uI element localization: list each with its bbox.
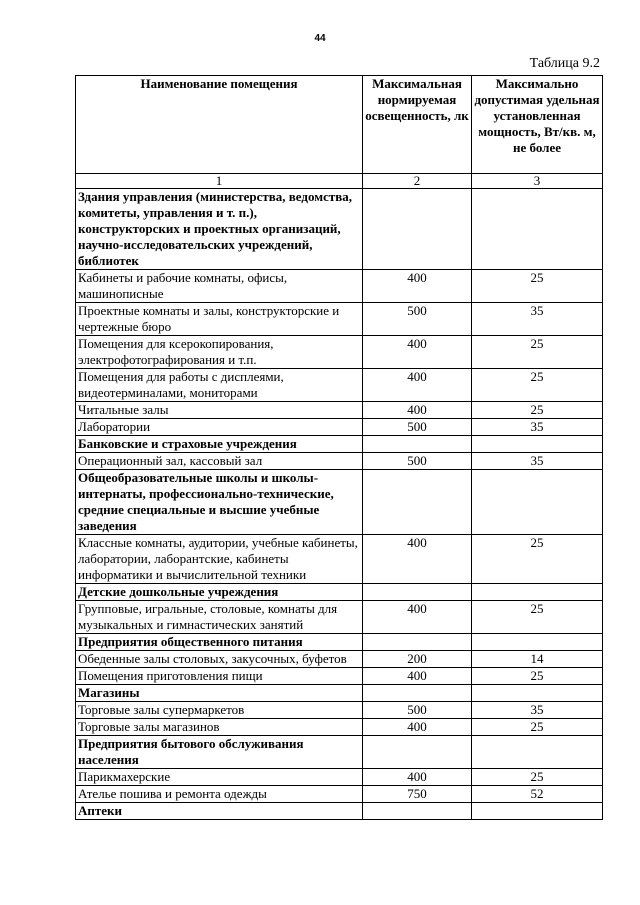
power-density-value: 35: [472, 303, 603, 336]
power-density-value: 25: [472, 668, 603, 685]
room-name: Парикмахерские: [76, 769, 363, 786]
column-number: 2: [363, 174, 472, 189]
table-group-row: [76, 736, 603, 769]
header-max-illuminance: Максимальная нормируемая освещенность, лк: [363, 76, 472, 174]
room-name: Лаборатории: [76, 419, 363, 436]
room-name: Торговые залы супермаркетов: [76, 702, 363, 719]
illuminance-value: 400: [363, 719, 472, 736]
room-name: Групповые, игральные, столовые, комнаты для музыкальных и гимнастических занятий: [76, 601, 363, 634]
illuminance-value: 400: [363, 270, 472, 303]
room-name: Операционный зал, кассовый зал: [76, 453, 363, 470]
page-number: 44: [314, 33, 326, 44]
table-row: [76, 786, 603, 803]
group-title: Здания управления (министерства, ведомства, комитеты, управления и т. п.), конструкторских и проектных организаций, научно-исследовательских учреждений, библиотек: [76, 189, 363, 270]
illuminance-value: 500: [363, 419, 472, 436]
power-density-value: 25: [472, 402, 603, 419]
illuminance-value: 400: [363, 369, 472, 402]
table-row: [76, 702, 603, 719]
group-title: Предприятия бытового обслуживания населения: [76, 736, 363, 769]
power-density-value: [472, 736, 603, 769]
illuminance-value: 400: [363, 402, 472, 419]
room-name: Помещения приготовления пищи: [76, 668, 363, 685]
illuminance-value: [363, 634, 472, 651]
table-group-row: [76, 470, 603, 535]
table-header-row: [76, 76, 603, 174]
table-row: [76, 419, 603, 436]
power-density-value: [472, 470, 603, 535]
power-density-value: 35: [472, 453, 603, 470]
power-density-value: 25: [472, 270, 603, 303]
room-name: Читальные залы: [76, 402, 363, 419]
table-group-row: [76, 685, 603, 702]
room-name: Проектные комнаты и залы, конструкторские и чертежные бюро: [76, 303, 363, 336]
power-density-value: [472, 803, 603, 820]
power-density-value: 35: [472, 419, 603, 436]
room-name: Классные комнаты, аудитории, учебные кабинеты, лаборатории, лаборантские, кабинеты информатики и вычислительной техники: [76, 535, 363, 584]
table-group-row: [76, 803, 603, 820]
table-row: [76, 270, 603, 303]
illuminance-value: 500: [363, 453, 472, 470]
power-density-value: 25: [472, 769, 603, 786]
power-density-value: [472, 436, 603, 453]
illuminance-value: 750: [363, 786, 472, 803]
group-title: Банковские и страховые учреждения: [76, 436, 363, 453]
power-density-value: 52: [472, 786, 603, 803]
column-number: 3: [472, 174, 603, 189]
illuminance-value: 200: [363, 651, 472, 668]
illuminance-value: [363, 803, 472, 820]
table-caption: Таблица 9.2: [529, 56, 600, 71]
table-row: [76, 769, 603, 786]
illuminance-value: 500: [363, 702, 472, 719]
illuminance-value: 400: [363, 535, 472, 584]
illuminance-value: 400: [363, 601, 472, 634]
group-title: Детские дошкольные учреждения: [76, 584, 363, 601]
illuminance-value: 400: [363, 668, 472, 685]
illuminance-value: [363, 736, 472, 769]
room-name: Помещения для ксерокопирования, электрофотографирования и т.п.: [76, 336, 363, 369]
power-density-value: 25: [472, 601, 603, 634]
table-group-row: [76, 634, 603, 651]
illuminance-value: 400: [363, 336, 472, 369]
table-group-row: [76, 189, 603, 270]
table-group-row: [76, 584, 603, 601]
power-density-value: [472, 189, 603, 270]
header-room-name: Наименование помещения: [76, 76, 363, 174]
table-row: [76, 369, 603, 402]
table-row: [76, 535, 603, 584]
power-density-value: 14: [472, 651, 603, 668]
table-row: [76, 651, 603, 668]
group-title: Аптеки: [76, 803, 363, 820]
group-title: Магазины: [76, 685, 363, 702]
room-name: Помещения для работы с дисплеями, видеотерминалами, мониторами: [76, 369, 363, 402]
power-density-value: 25: [472, 369, 603, 402]
power-density-value: 35: [472, 702, 603, 719]
power-density-value: [472, 634, 603, 651]
group-title: Общеобразовательные школы и школы-интернаты, профессионально-технические, средние специальные и высшие учебные заведения: [76, 470, 363, 535]
illuminance-value: 500: [363, 303, 472, 336]
table-row: [76, 336, 603, 369]
column-number: 1: [76, 174, 363, 189]
illuminance-value: [363, 685, 472, 702]
table-row: [76, 402, 603, 419]
illuminance-value: [363, 584, 472, 601]
room-name: Ателье пошива и ремонта одежды: [76, 786, 363, 803]
power-density-value: 25: [472, 719, 603, 736]
table-body: [76, 189, 603, 820]
illuminance-value: [363, 189, 472, 270]
lighting-norms-table: [75, 75, 603, 820]
illuminance-value: [363, 470, 472, 535]
illuminance-value: 400: [363, 769, 472, 786]
power-density-value: [472, 584, 603, 601]
table-row: [76, 668, 603, 685]
group-title: Предприятия общественного питания: [76, 634, 363, 651]
table-row: [76, 303, 603, 336]
power-density-value: [472, 685, 603, 702]
table-row: [76, 453, 603, 470]
power-density-value: 25: [472, 535, 603, 584]
table-row: [76, 601, 603, 634]
header-max-power-density: Максимально допустимая удельная установленная мощность, Вт/кв. м, не более: [472, 76, 603, 174]
table-group-row: [76, 436, 603, 453]
table-row: [76, 719, 603, 736]
room-name: Обеденные залы столовых, закусочных, буфетов: [76, 651, 363, 668]
illuminance-value: [363, 436, 472, 453]
room-name: Кабинеты и рабочие комнаты, офисы, машинописные: [76, 270, 363, 303]
power-density-value: 25: [472, 336, 603, 369]
room-name: Торговые залы магазинов: [76, 719, 363, 736]
column-number-row: [76, 174, 603, 189]
